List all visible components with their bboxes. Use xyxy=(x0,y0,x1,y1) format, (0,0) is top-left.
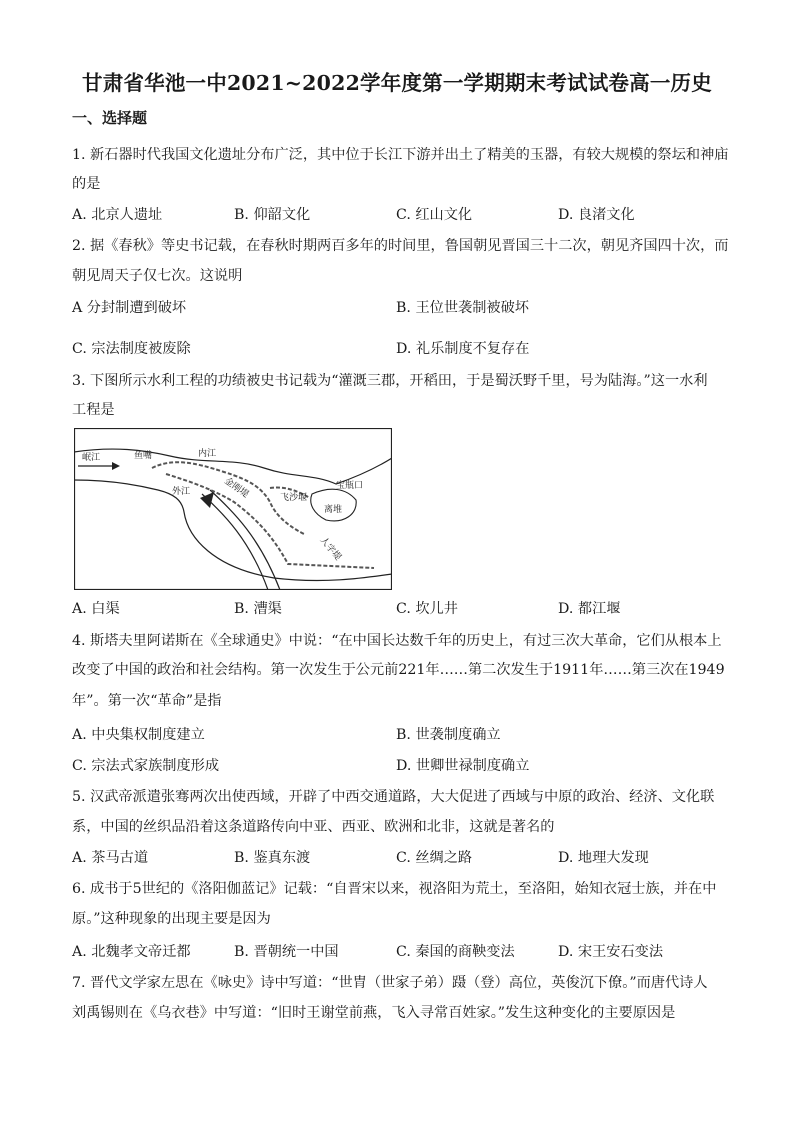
dujiangyan-map xyxy=(74,428,392,590)
q4-option-d: D. 世卿世禄制度确立 xyxy=(396,758,530,774)
q5-option-c: C. 丝绸之路 xyxy=(396,850,473,866)
q2-option-b: B. 王位世袭制被破坏 xyxy=(396,300,529,316)
q3-option-b: B. 漕渠 xyxy=(234,601,282,617)
q6-line-1: 6. 成书于5世纪的《洛阳伽蓝记》记载：“自晋宋以来，视洛阳为荒土，至洛阳，始知衣冠士族，并在中 xyxy=(72,881,717,897)
q3-line-1: 3. 下图所示水利工程的功绩被史书记载为“灌溉三郡，开稻田，于是蜀沃野千里，号为陆海。”这一水利 xyxy=(72,373,708,389)
q2-option-a: A 分封制遭到破坏 xyxy=(72,300,187,316)
q3-option-c: C. 坎儿井 xyxy=(396,601,458,617)
q6-option-b: B. 晋朝统一中国 xyxy=(234,944,339,960)
map-label-minjiang: 岷江 xyxy=(82,453,101,463)
map-label-neijiang: 内江 xyxy=(198,449,217,459)
map-label-jingangdi: 金刚堤 xyxy=(222,476,251,500)
q5-line-2: 系，中国的丝织品沿着这条道路传向中亚、西亚、欧洲和北非，这就是著名的 xyxy=(72,819,555,835)
q1-option-d: D. 良渚文化 xyxy=(558,207,635,223)
q1-option-c: C. 红山文化 xyxy=(396,207,473,223)
q1-line-2: 的是 xyxy=(72,176,101,192)
map-label-waijiang: 外江 xyxy=(172,487,191,497)
q7-line-2: 刘禹锡则在《乌衣巷》中写道：“旧时王谢堂前燕，飞入寻常百姓家。”发生这种变化的主要原因是 xyxy=(72,1005,676,1021)
q1-line-1: 1. 新石器时代我国文化遗址分布广泛，其中位于长江下游并出土了精美的玉器，有较大规模的祭坛和神庙 xyxy=(72,147,729,163)
q5-line-1: 5. 汉武帝派遣张骞两次出使西域，开辟了中西交通道路，大大促进了西域与中原的政治、经济、文化联 xyxy=(72,789,715,805)
map-label-renzidi: 人字堤 xyxy=(317,535,343,563)
q6-option-d: D. 宋王安石变法 xyxy=(558,944,664,960)
q5-option-b: B. 鉴真东渡 xyxy=(234,850,311,866)
q4-option-b: B. 世袭制度确立 xyxy=(396,727,501,743)
q3-line-2: 工程是 xyxy=(72,402,115,418)
q2-option-c: C. 宗法制度被废除 xyxy=(72,341,191,357)
q1-option-a: A. 北京人遗址 xyxy=(72,207,163,223)
q1-option-b: B. 仰韶文化 xyxy=(234,207,311,223)
q4-line-3: 年”。第一次“革命”是指 xyxy=(72,693,222,709)
q2-line-1: 2. 据《春秋》等史书记载，在春秋时期两百多年的时间里，鲁国朝见晋国三十二次，朝见齐国四十次，而 xyxy=(72,238,729,254)
q2-option-d: D. 礼乐制度不复存在 xyxy=(396,341,530,357)
q4-option-a: A. 中央集权制度建立 xyxy=(72,727,205,743)
q4-line-2: 改变了中国的政治和社会结构。第一次发生于公元前221年……第二次发生于1911年……第三次在1949 xyxy=(72,662,725,678)
map-label-baopingkou: 宝瓶口 xyxy=(336,481,364,491)
q4-line-1: 4. 斯塔夫里阿诺斯在《全球通史》中说：“在中国长达数千年的历史上，有过三次大革命，它们从根本上 xyxy=(72,633,722,649)
q6-line-2: 原。”这种现象的出现主要是因为 xyxy=(72,911,271,927)
map-label-yuzui: 鱼嘴 xyxy=(134,451,153,461)
exam-title: 甘肃省华池一中2021~2022学年度第一学期期末考试试卷高一历史 xyxy=(82,71,712,95)
q2-line-2: 朝见周天子仅七次。这说明 xyxy=(72,268,243,284)
q6-option-a: A. 北魏孝文帝迁都 xyxy=(72,944,191,960)
map-label-feishayan: 飞沙堰 xyxy=(280,493,308,503)
section-heading: 一、选择题 xyxy=(72,109,148,127)
map-frame xyxy=(75,429,392,590)
q3-option-d: D. 都江堰 xyxy=(558,601,621,617)
q4-option-c: C. 宗法式家族制度形成 xyxy=(72,758,220,774)
q6-option-c: C. 秦国的商鞅变法 xyxy=(396,944,515,960)
q5-option-d: D. 地理大发现 xyxy=(558,850,649,866)
q3-option-a: A. 白渠 xyxy=(72,601,120,617)
q7-line-1: 7. 晋代文学家左思在《咏史》诗中写道：“世胄（世家子弟）蹑（登）高位，英俊沉下僚。”而唐代诗人 xyxy=(72,975,708,991)
map-label-lidui: 离堆 xyxy=(324,505,343,515)
q5-option-a: A. 茶马古道 xyxy=(72,850,149,866)
